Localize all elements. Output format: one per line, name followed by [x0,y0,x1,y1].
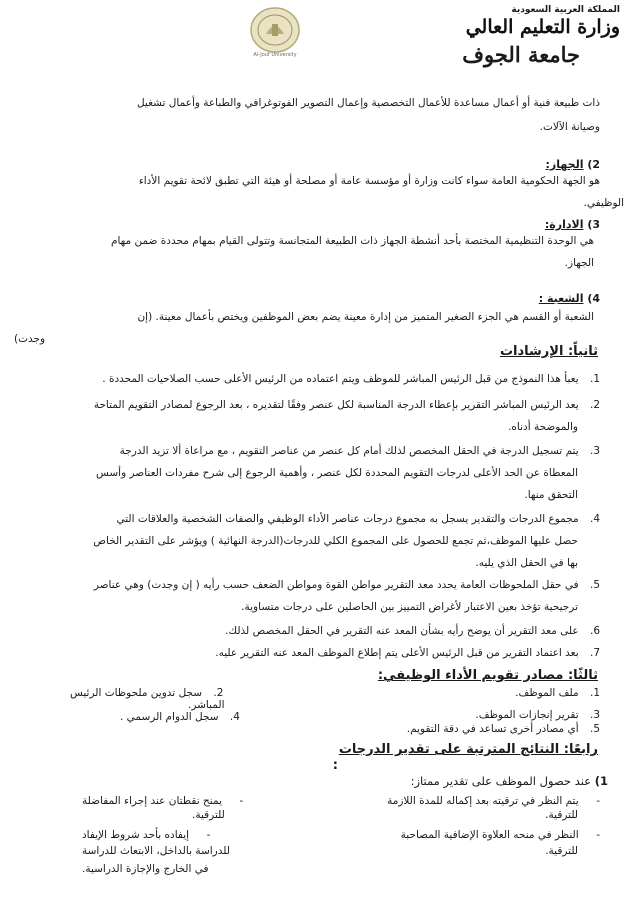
guidelines-title-text: ثانياً: الإرشادات [499,344,598,359]
source-number: 4. [229,711,240,723]
ministry-name: وزارة التعليم العالي [465,16,620,38]
definition-term: الجهاز: [545,158,584,171]
guideline-number: 3. [589,445,600,457]
result-text: النظر في منحه العلاوة الإضافية المصاحبة [400,829,579,841]
definition-heading-device [546,158,600,171]
guideline-number: 7. [589,647,600,659]
results-sub-title: عند حصول الموظف على تقدير ممتاز: [410,774,592,788]
guideline-text: على معد التقرير أن يوضح رأيه بشأن المعد عنه التقرير في الحقل المخصص لذلك. [225,625,579,637]
definition-heading-department [545,218,600,231]
source-text: سجل الدوام الرسمي . [120,711,219,723]
university-name: جامعة الجوف [462,42,580,67]
guideline-text: مجموع الدرجات والتقدير يسجل به مجموع درجات عناصر الأداء الوظيفي والصفات الشخصية والعلاقات التي [116,513,579,525]
source-text: سجل تدوين ملحوظات الرئيس [70,687,203,699]
guideline-item [225,624,600,638]
guideline-text: يعد الرئيس المباشر التقرير بإعطاء الدرجة المناسبة لكل عنصر وفقًا لتقديره ، بعد الرجوع لمصادر التقويم المتاحة [93,399,579,411]
ministry-logotype [440,4,620,67]
guideline-text: في حقل الملحوظات العامة يحدد معد التقرير مواطن القوة ومواطن الضعف حسب رأيه ( إن وجدت) وهي عناصر [93,579,579,591]
result-item [387,794,600,808]
result-item [401,828,600,842]
source-text: المباشر. [188,699,225,711]
guideline-item [215,646,600,660]
guideline-number: 1. [589,373,600,385]
intro-line-1: ذات طبيعة فنية أو أعمال مساعدة للأعمال التخصصية وإعمال التصوير الفوتوغرافي والطباعة وأعمال تشغيل [136,97,600,109]
definition-text: الجهاز. [564,257,594,269]
result-text: للدراسة بالداخل، الابتعاث للدراسة [82,845,230,857]
results-title-colon: : [332,758,338,773]
source-text: أي مصادر أخرى تساعد في دقة التقويم. [406,723,579,735]
guidelines-title [500,344,598,359]
source-number: 5. [589,723,600,735]
guideline-item [116,512,600,526]
result-text: يتم النظر في ترقيته بعد إكماله للمدة اللازمة [387,795,579,807]
guideline-text: بعد اعتماد التقرير من قبل الرئيس الأعلى يتم إطلاع الموظف المعد عنه التقرير عليه. [215,647,579,659]
guideline-number: 2. [589,399,600,411]
result-bullet: - [596,795,600,807]
result-text: إيفاده بأحد شروط الإيفاد [82,829,190,841]
result-text: في الخارج والإجازة الدراسية. [82,863,209,875]
seal-caption: Al-Jouf University [253,52,297,58]
result-item [82,794,243,808]
guideline-text: حصل عليها الموظف،ثم تجمع للحصول على المجموع الكلي للدرجات(الدرجة النهائية ) ويؤشر على التقدير الخاص [93,535,578,547]
source-item [120,710,240,724]
results-title [339,742,598,757]
definition-text: الشعبة أو القسم هي الجزء الصغير المتميز من إدارة معينة يضم بعض الموظفين ويختص بأعمال معينة. (إن [137,311,594,323]
guideline-text: ترجيحية تؤخذ بعين الاعتبار لأغراض التمييز بين الحاصلين على درجات متساوية. [241,601,578,613]
source-number: 3. [589,709,600,721]
result-text: للترقية. [545,845,578,857]
source-item [407,722,600,736]
source-item [515,686,600,700]
source-number: 2. [213,687,224,699]
guideline-text: يعبأ هذا النموذج من قبل الرئيس المباشر للموظف ويتم اعتماده من الرئيس الأعلى حسب الصلاحيات المحددة . [102,373,579,385]
result-text: للترقية. [545,809,578,821]
guideline-item [102,372,600,386]
kingdom-name: المملكة العربية السعودية [511,5,620,15]
results-title-text: رابعًا: النتائج المترتبة على تقدير الدرجات [338,742,598,757]
guideline-number: 5. [589,579,600,591]
definition-heading-section [539,292,600,305]
guideline-number: 6. [589,625,600,637]
guideline-text: بها في الحقل الذي يليه. [475,557,578,569]
definition-number: 3) [587,218,600,231]
guideline-item [120,444,600,458]
definition-text: وجدت) [14,333,46,345]
source-text: تقرير إنجازات الموظف. [475,709,579,721]
source-item [475,708,600,722]
guideline-item [94,578,600,592]
guideline-text: يتم تسجيل الدرجة في الحقل المخصص لذلك أمام كل عنصر من عناصر التقويم ، مع مراعاة ألا تزيد الدرجة [119,445,579,457]
letterhead [0,0,638,88]
definition-text: هو الجهة الحكومية العامة سواء كانت وزارة أو مؤسسة عامة أو مصلحة أو هيئة التي تطبق لائحة تقويم الأداء [138,175,600,187]
source-text: ملف الموظف. [515,687,579,699]
result-bullet: - [239,795,244,807]
result-item [82,828,210,842]
definition-text: هي الوحدة التنظيمية المختصة بأحد أنشطة الجهاز ذات الطبيعة المتجانسة وتتولى القيام بمهام محددة ضمن مهام [110,235,594,247]
definition-number: 4) [587,292,600,305]
definition-term: الشعبة : [538,292,584,305]
guideline-number: 4. [589,513,600,525]
guideline-text: التحقق منها. [524,489,578,501]
guideline-item [94,398,600,412]
sources-title-text: ثالثًا: مصادر تقويم الأداء الوظيفي: [377,668,598,683]
result-bullet: - [206,829,211,841]
guideline-text: المعطاة عن الحد الأعلى لدرجات التقويم المحددة لكل عنصر ، وأهمية الرجوع إلى شرح مفردات العناصر وأسس [95,467,578,479]
guideline-text: والموضحة أدناه. [508,421,578,433]
definition-term: الادارة: [544,218,584,231]
results-subheading [411,774,608,788]
result-bullet: - [596,829,600,841]
definition-text: الوظيفي. [583,197,624,209]
results-sub-number: 1) [594,774,608,788]
source-number: 1. [589,687,600,699]
university-seal-icon [236,4,314,56]
result-text: يمنح نقطتان عند إجراء المفاضلة [82,795,222,807]
definition-number: 2) [587,158,600,171]
intro-line-2: وصيانة الآلات. [539,121,600,133]
result-text: للترقية. [192,809,225,821]
sources-title [378,668,598,683]
